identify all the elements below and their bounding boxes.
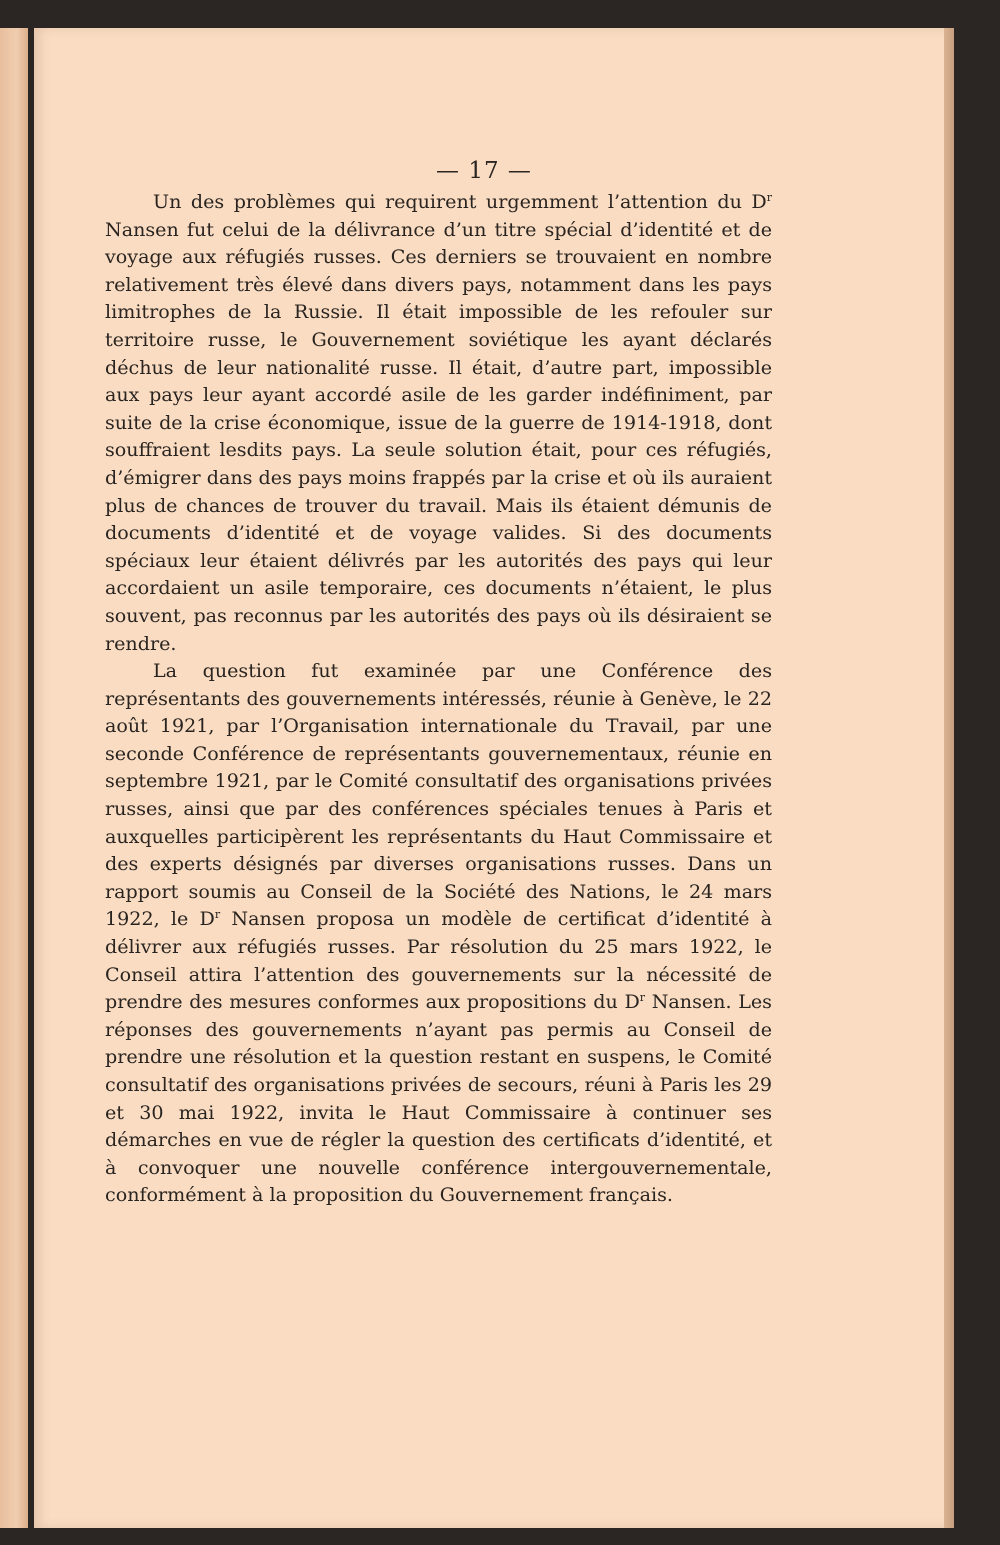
facing-page-edge [0,28,28,1528]
superscript-dr-1: r [766,191,772,204]
superscript-dr-3: r [639,991,646,1005]
p2-part-1: La question fut examinée par une Conférence des représentants des gouvernements intéressés, réunie à Genève, le 22 août 1921, par l’Organisation internationale du Travail, par une seconde Conférence de représentants gouvernementaux, réunie en septembre 1921, par le Comité consultatif des organisations privées russes, ainsi que par des conférences spéciales tenues à Paris et auxquelles participèrent les représentants du Haut Commissaire et des experts désignés par diverses organisations russes. Dans un rapport soumis au Conseil de la Société des Nations, le 24 mars 1922, le D [105,659,772,931]
p2-part-2: Nansen proposa un modèle de certificat d’identité à délivrer aux réfugiés russes. Par résolution du 25 mars 1922, le Conseil attira l’attention des gouvernements sur la nécessité de prendre des mesures conformes aux propositions du D [105,907,772,1014]
p2-part-3: Nansen. Les réponses des gouvernements n’ayant pas permis au Conseil de prendre une résolution et la question restant en suspens, le Comité consultatif des organisations privées de secours, réuni à Paris les 29 et 30 mai 1922, invita le Haut Commissaire à continuer ses démarches en vue de régler la question des certificats d’identité, et à convoquer une nouvelle conférence intergouvernementale, conformément à la proposition du Gouvernement français. [105,990,772,1207]
paragraph-2 [105,657,772,1209]
paragraph-1 [105,188,772,657]
p1-part-2: Nansen fut celui de la délivrance d’un titre spécial d’identité et de voyage aux réfugiés russes. Ces derniers se trouvaient en nombre relativement très élevé dans divers pays, notamment dans les pays limitrophes de la Russie. Il était impossible de les refouler sur territoire russe, le Gouvernement soviétique les ayant déclarés déchus de leur nationalité russe. Il était, d’autre part, impossible aux pays leur ayant accordé asile de les garder indéfiniment, par suite de la crise économique, issue de la guerre de 1914-1918, dont souffraient lesdits pays. La seule solution était, pour ces réfugiés, d’émigrer dans des pays moins frappés par la crise et où ils auraient plus de chances de trouver du travail. Mais ils étaient démunis de documents d’identité et de voyage valides. Si des documents spéciaux leur étaient délivrés par les autorités des pays qui leur accordaient un asile temporaire, ces documents n’étaient, le plus souvent, pas reconnus par les autorités des pays où ils désiraient se rendre. [105,217,772,655]
superscript-dr-2: r [214,908,221,922]
p1-part-1: Un des problèmes qui requirent urgemment l’attention du D [153,190,767,213]
book-page [34,28,952,1528]
page-number: — 17 — [436,158,532,184]
body-text [105,188,772,1209]
page-edge-shadow [944,28,954,1528]
